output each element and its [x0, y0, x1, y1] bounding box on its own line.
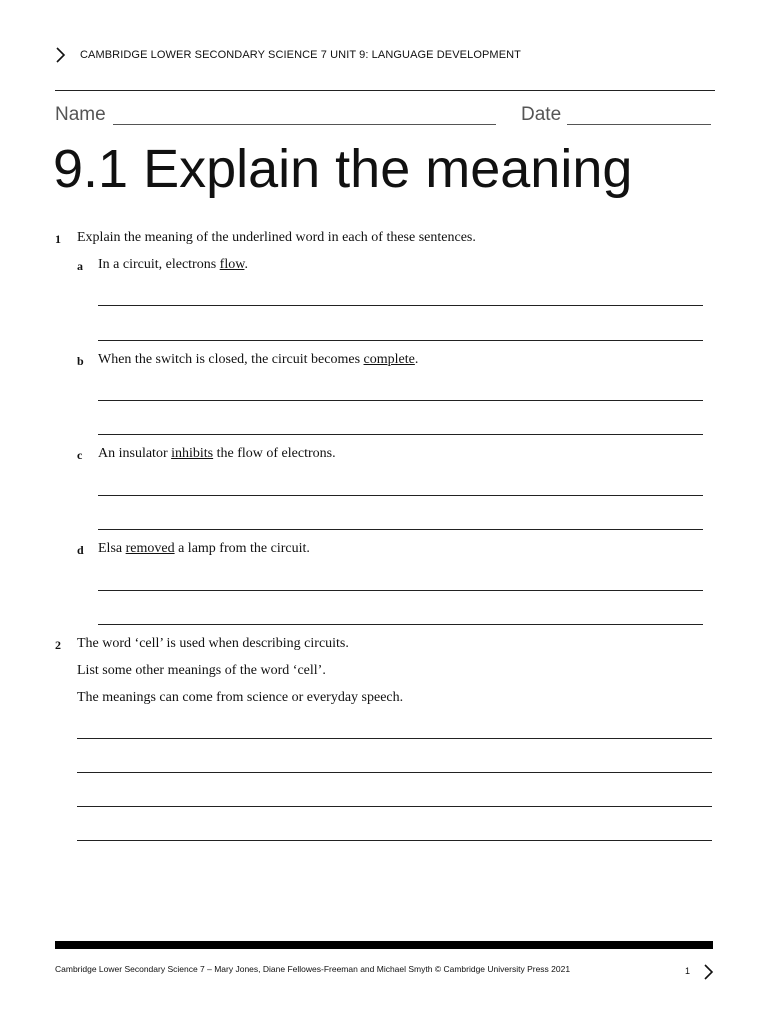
answer-line[interactable]: [77, 840, 712, 841]
part-sentence: In a circuit, electrons flow.: [98, 257, 248, 272]
running-header: CAMBRIDGE LOWER SECONDARY SCIENCE 7 UNIT 9: LANGUAGE DEVELOPMENT: [80, 49, 521, 61]
answer-line[interactable]: [77, 738, 712, 739]
date-label: Date: [521, 104, 562, 125]
part-sentence: An insulator inhibits the flow of electrons.: [98, 446, 336, 461]
answer-line[interactable]: [98, 529, 703, 530]
answer-line[interactable]: [98, 495, 703, 496]
chevron-right-icon: [52, 46, 70, 64]
name-label: Name: [55, 104, 106, 125]
question-prompt: Explain the meaning of the underlined word in each of these sentences.: [77, 230, 476, 245]
part-letter: d: [77, 543, 84, 557]
answer-line[interactable]: [77, 806, 712, 807]
answer-line[interactable]: [98, 590, 703, 591]
answer-line[interactable]: [98, 624, 703, 625]
question-number: 2: [55, 638, 61, 652]
question-number: 1: [55, 232, 61, 246]
underlined-word: inhibits: [171, 446, 214, 461]
answer-line[interactable]: [77, 772, 712, 773]
answer-line[interactable]: [98, 340, 703, 341]
footer-credit: Cambridge Lower Secondary Science 7 – Mary Jones, Diane Fellowes-Freeman and Michael Smyth © Cambridge University Press 2021: [55, 964, 571, 974]
underlined-word: complete: [363, 352, 415, 367]
part-letter: c: [77, 448, 83, 462]
part-sentence: When the switch is closed, the circuit becomes complete.: [98, 352, 419, 367]
header-divider: [55, 90, 715, 91]
page-number: 1: [685, 966, 691, 976]
question-text-line: The meanings can come from science or everyday speech.: [77, 690, 404, 705]
question-text-line: The word ‘cell’ is used when describing circuits.: [77, 636, 349, 651]
date-field-line[interactable]: [567, 124, 711, 125]
part-letter: a: [77, 259, 83, 273]
answer-line[interactable]: [98, 305, 703, 306]
underlined-word: flow: [219, 257, 245, 272]
chevron-right-icon[interactable]: [701, 963, 717, 981]
part-sentence: Elsa removed a lamp from the circuit.: [98, 541, 310, 556]
underlined-word: removed: [125, 541, 175, 556]
name-field-line[interactable]: [113, 124, 496, 125]
page-title: 9.1 Explain the meaning: [53, 139, 633, 199]
answer-line[interactable]: [98, 400, 703, 401]
footer-bar: [55, 941, 713, 949]
part-letter: b: [77, 354, 84, 368]
question-text-line: List some other meanings of the word ‘cell’.: [77, 663, 326, 678]
answer-line[interactable]: [98, 434, 703, 435]
